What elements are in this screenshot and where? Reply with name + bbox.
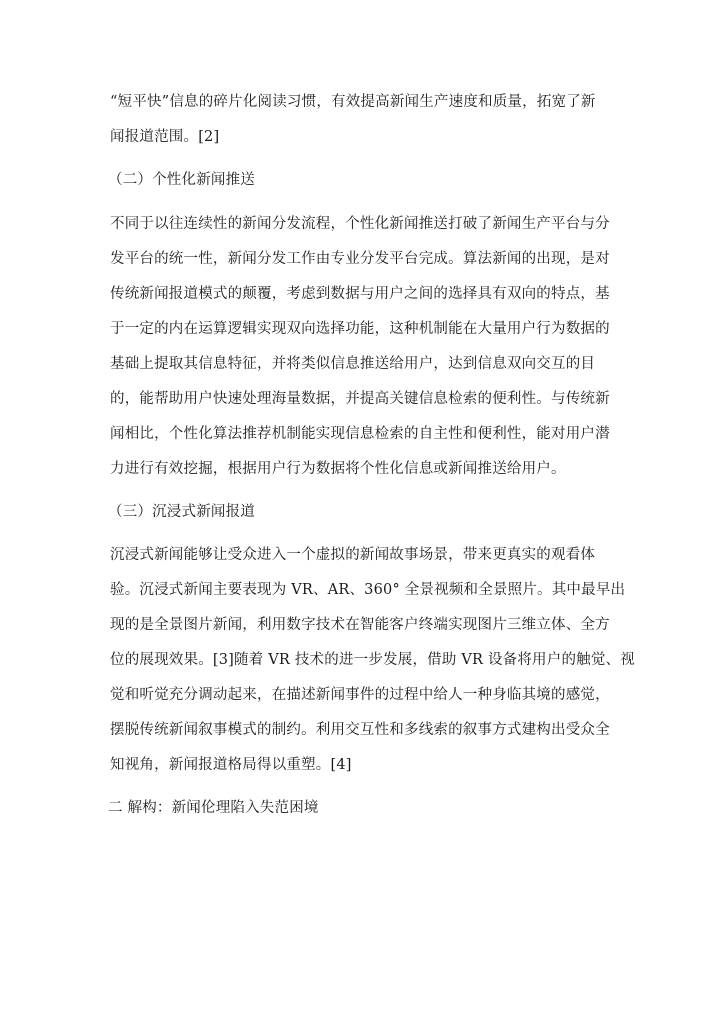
- paragraph-line: 发平台的统一性，新闻分发工作由专业分发平台完成。算法新闻的出现，是对: [110, 251, 610, 267]
- paragraph-line: 摆脱传统新闻叙事模式的制约。利用交互性和多线索的叙事方式建构出受众全: [110, 722, 610, 738]
- paragraph-line: 闻相比，个性化算法推荐机制能实现信息检索的自主性和便利性，能对用户潜: [110, 426, 610, 442]
- paragraph-line: 知视角，新闻报道格局得以重塑。[4]: [110, 757, 352, 773]
- paragraph-line: 力进行有效挖掘，根据用户行为数据将个性化信息或新闻推送给用户。: [110, 461, 566, 477]
- paragraph-line: 觉和听觉充分调动起来，在描述新闻事件的过程中给人一种身临其境的感觉，: [110, 687, 610, 703]
- paragraph-line: 基础上提取其信息特征，并将类似信息推送给用户，达到信息双向交互的目: [110, 356, 596, 372]
- section-heading: 二 解构：新闻伦理陷入失范困境: [108, 800, 319, 816]
- paragraph-line: 的，能帮助用户快速处理海量数据，并提高关键信息检索的便利性。与传统新: [110, 391, 610, 407]
- paragraph-line: 传统新闻报道模式的颠覆，考虑到数据与用户之间的选择具有双向的特点，基: [110, 286, 610, 302]
- section-heading: （二）个性化新闻推送: [108, 172, 255, 188]
- section-heading: （三）沉浸式新闻报道: [108, 504, 255, 520]
- paragraph-line: 于一定的内在运算逻辑实现双向选择功能，这种机制能在大量用户行为数据的: [110, 321, 610, 337]
- paragraph-line: 不同于以往连续性的新闻分发流程，个性化新闻推送打破了新闻生产平台与分: [110, 216, 610, 232]
- paragraph-line: “短平快”信息的碎片化阅读习惯，有效提高新闻生产速度和质量，拓宽了新: [110, 94, 596, 110]
- paragraph-line: 位的展现效果。[3]随着 VR 技术的进一步发展，借助 VR 设备将用户的触觉、视: [110, 652, 635, 668]
- paragraph-line: 验。沉浸式新闻主要表现为 VR、AR、360° 全景视频和全景照片。其中最早出: [110, 582, 626, 598]
- paragraph-line: 沉浸式新闻能够让受众进入一个虚拟的新闻故事场景，带来更真实的观看体: [110, 547, 596, 563]
- paragraph-line: 闻报道范围。[2]: [110, 129, 220, 145]
- paragraph-line: 现的是全景图片新闻，利用数字技术在智能客户终端实现图片三维立体、全方: [110, 617, 610, 633]
